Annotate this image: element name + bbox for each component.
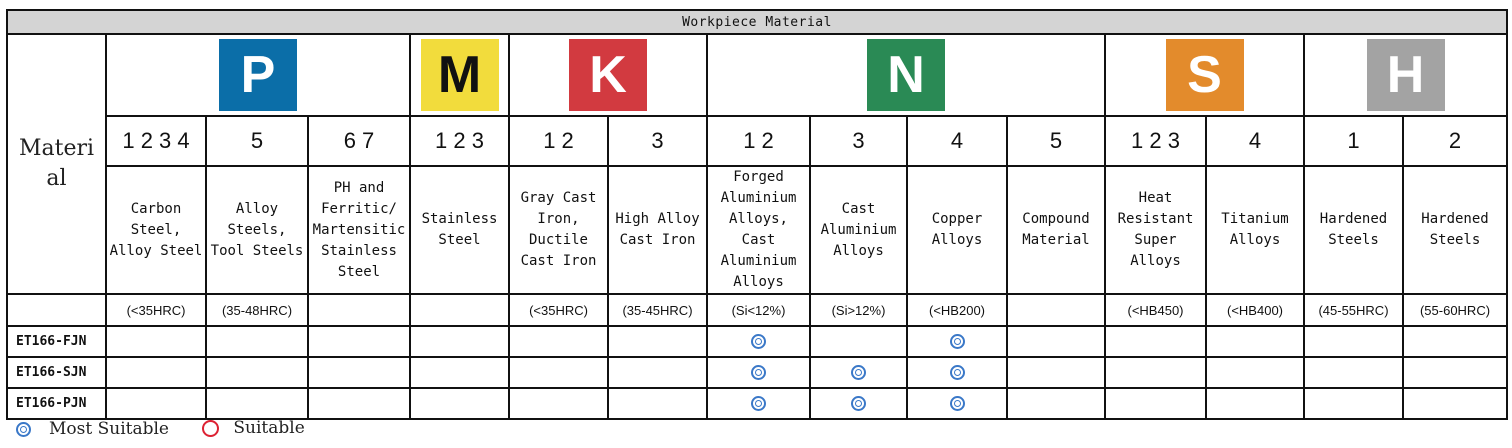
hardness-range: (Si<12%) (707, 294, 810, 326)
legend-most-suitable-label: Most Suitable (49, 419, 169, 439)
group-h-badge: H (1367, 39, 1445, 111)
suitability-cell (410, 388, 509, 419)
subgroup-number: 3 (608, 116, 707, 166)
most-suitable-icon (851, 365, 866, 380)
suitability-cell (1206, 357, 1304, 388)
material-description: Stainless Steel (410, 166, 509, 294)
suitability-cell (608, 357, 707, 388)
material-description: Gray Cast Iron, Ductile Cast Iron (509, 166, 608, 294)
material-row-label (7, 34, 106, 294)
suitability-cell (1105, 357, 1206, 388)
suitability-cell (1403, 388, 1507, 419)
suitability-cell (206, 357, 308, 388)
suitability-cell (1105, 326, 1206, 357)
table-row (7, 326, 1507, 357)
suitability-cell (106, 388, 206, 419)
suitability-cell (1304, 326, 1403, 357)
grade-name: ET166-SJN (7, 357, 106, 388)
subgroup-number: 1 2 3 4 (106, 116, 206, 166)
most-suitable-icon (751, 396, 766, 411)
subgroup-number: 1 (1304, 116, 1403, 166)
material-table-container (6, 9, 1506, 420)
suitability-cell (907, 357, 1007, 388)
hardness-range: (<HB200) (907, 294, 1007, 326)
subgroup-number: 5 (1007, 116, 1105, 166)
subgroup-number: 5 (206, 116, 308, 166)
group-n-cell (707, 34, 1105, 116)
most-suitable-icon (751, 334, 766, 349)
material-label: Materi al (18, 136, 95, 191)
suitability-cell (410, 357, 509, 388)
group-s-badge: S (1166, 39, 1244, 111)
suitability-cell (106, 326, 206, 357)
hardness-range (410, 294, 509, 326)
material-description: Copper Alloys (907, 166, 1007, 294)
suitability-cell (1304, 388, 1403, 419)
subgroup-number: 2 (1403, 116, 1507, 166)
suitability-cell (509, 388, 608, 419)
suitability-cell (810, 388, 907, 419)
table-row (7, 357, 1507, 388)
double-circle-icon (16, 422, 31, 437)
material-description: Cast Aluminium Alloys (810, 166, 907, 294)
subgroup-number: 4 (907, 116, 1007, 166)
group-h-cell (1304, 34, 1507, 116)
subgroup-number: 3 (810, 116, 907, 166)
hardness-range: (55-60HRC) (1403, 294, 1507, 326)
material-description: Hardened Steels (1403, 166, 1507, 294)
grade-name: ET166-PJN (7, 388, 106, 419)
suitability-cell (509, 326, 608, 357)
suitability-cell (509, 357, 608, 388)
suitability-cell (410, 326, 509, 357)
group-k-badge: K (569, 39, 647, 111)
hardness-range: (<HB450) (1105, 294, 1206, 326)
most-suitable-icon (950, 396, 965, 411)
suitability-cell (907, 388, 1007, 419)
legend-suitable (202, 418, 304, 438)
suitability-cell (810, 357, 907, 388)
hardness-range: (45-55HRC) (1304, 294, 1403, 326)
hardness-range: (<HB400) (1206, 294, 1304, 326)
hardness-range: (35-48HRC) (206, 294, 308, 326)
suitability-cell (1403, 326, 1507, 357)
legend (16, 418, 333, 442)
suitability-cell (206, 326, 308, 357)
group-m-cell (410, 34, 509, 116)
subgroup-number: 1 2 3 (410, 116, 509, 166)
suitability-cell (206, 388, 308, 419)
hardness-range (308, 294, 410, 326)
material-description: Compound Material (1007, 166, 1105, 294)
suitability-cell (1007, 326, 1105, 357)
table-row (7, 388, 1507, 419)
hardness-range: (35-45HRC) (608, 294, 707, 326)
suitability-cell (1304, 357, 1403, 388)
suitability-cell (1007, 388, 1105, 419)
subgroup-number: 1 2 (509, 116, 608, 166)
material-description: PH and Ferritic/ Martensitic Stainless Steel (308, 166, 410, 294)
suitability-cell (707, 326, 810, 357)
material-description: Forged Aluminium Alloys, Cast Aluminium Alloys (707, 166, 810, 294)
subgroup-number: 1 2 3 (1105, 116, 1206, 166)
most-suitable-icon (950, 334, 965, 349)
most-suitable-icon (950, 365, 965, 380)
group-k-cell (509, 34, 707, 116)
suitability-cell (308, 357, 410, 388)
most-suitable-icon (851, 396, 866, 411)
legend-suitable-label: Suitable (233, 418, 305, 438)
material-description: Hardened Steels (1304, 166, 1403, 294)
suitability-cell (1403, 357, 1507, 388)
material-description: Alloy Steels, Tool Steels (206, 166, 308, 294)
grade-name: ET166-FJN (7, 326, 106, 357)
hardness-range: (Si>12%) (810, 294, 907, 326)
table-title: Workpiece Material (7, 10, 1507, 34)
suitability-cell (608, 388, 707, 419)
most-suitable-icon (751, 365, 766, 380)
suitability-cell (1007, 357, 1105, 388)
suitability-cell (810, 326, 907, 357)
material-description: Heat Resistant Super Alloys (1105, 166, 1206, 294)
suitability-cell (1206, 326, 1304, 357)
suitability-cell (308, 388, 410, 419)
material-description: Carbon Steel, Alloy Steel (106, 166, 206, 294)
suitability-cell (907, 326, 1007, 357)
group-n-badge: N (867, 39, 945, 111)
legend-most-suitable (16, 419, 169, 439)
subgroup-number: 4 (1206, 116, 1304, 166)
hrc-blank-cell (7, 294, 106, 326)
material-description: High Alloy Cast Iron (608, 166, 707, 294)
hardness-range: (<35HRC) (509, 294, 608, 326)
group-p-badge: P (219, 39, 297, 111)
suitability-cell (1206, 388, 1304, 419)
subgroup-number: 1 2 (707, 116, 810, 166)
suitability-cell (1105, 388, 1206, 419)
material-description: Titanium Alloys (1206, 166, 1304, 294)
grade-table (6, 325, 1508, 420)
hardness-range: (<35HRC) (106, 294, 206, 326)
suitability-cell (308, 326, 410, 357)
suitability-cell (608, 326, 707, 357)
hardness-range (1007, 294, 1105, 326)
group-s-cell (1105, 34, 1304, 116)
suitability-cell (106, 357, 206, 388)
circle-icon (202, 420, 219, 437)
suitability-cell (707, 388, 810, 419)
group-p-cell (106, 34, 410, 116)
subgroup-number: 6 7 (308, 116, 410, 166)
suitability-cell (707, 357, 810, 388)
workpiece-material-table (6, 9, 1508, 327)
group-m-badge: M (421, 39, 499, 111)
